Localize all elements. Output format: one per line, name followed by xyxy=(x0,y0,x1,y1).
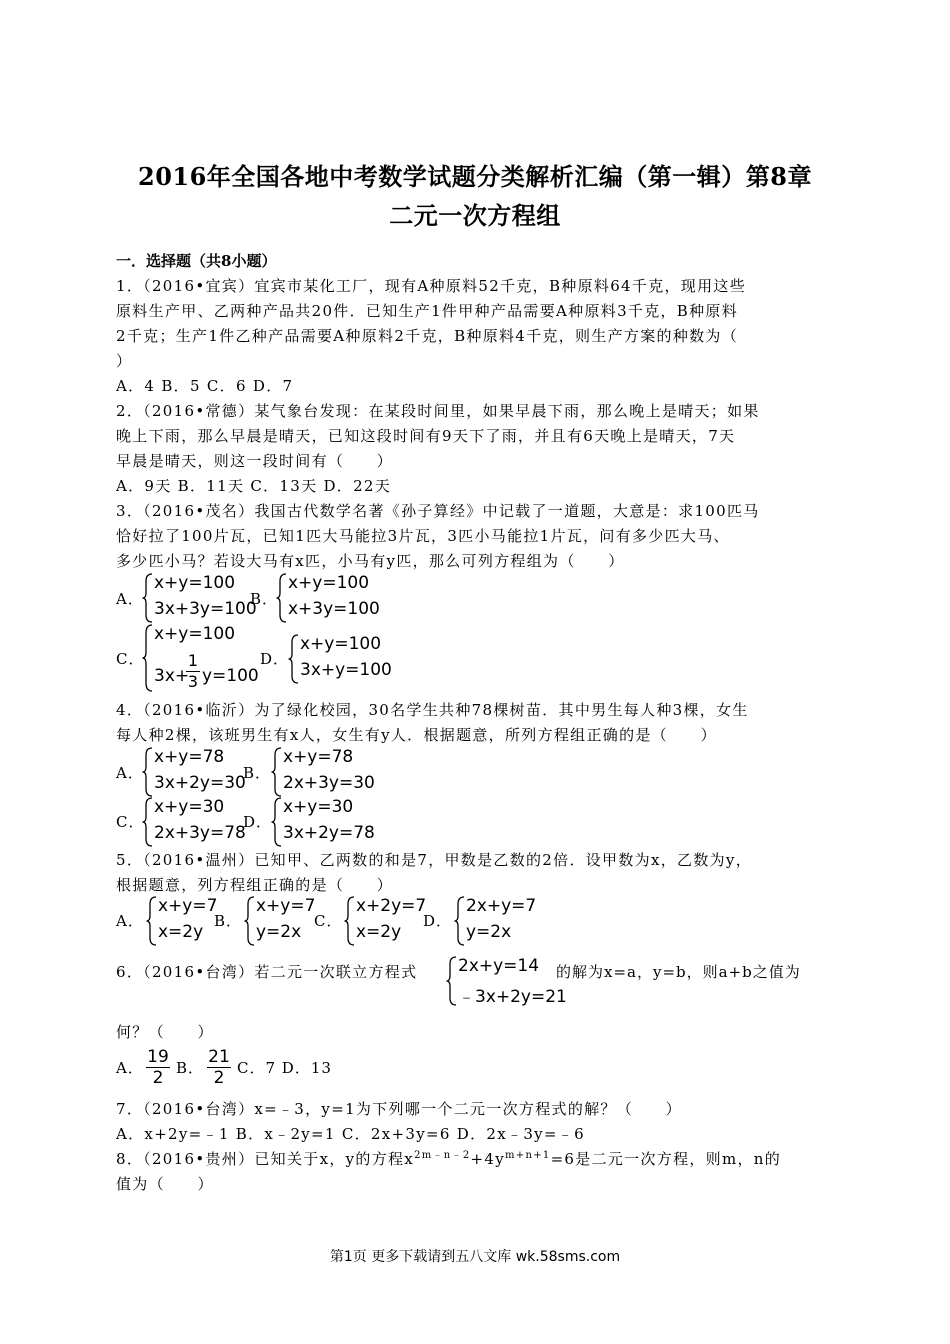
equation: x+y=100 xyxy=(154,624,236,644)
q1-line1: 1．（2016•宜宾）宜宾市某化工厂，现有A种原料52千克，B种原料64千克，现用这些 xyxy=(116,277,746,295)
q1-line2: 原料生产甲、乙两种产品共20件．已知生产1件甲种产品需要A种原料3千克，B种原料 xyxy=(116,302,739,320)
q5-line1: 5．（2016•温州）已知甲、乙两数的和是7，甲数是乙数的2倍．设甲数为x，乙数为y， xyxy=(116,851,752,869)
equation: 2x+3y=78 xyxy=(154,823,246,843)
q4-option-a-label: A． xyxy=(116,764,144,782)
equation: x+2y=7 xyxy=(356,896,427,916)
brace-icon xyxy=(271,747,283,797)
q5-line2: 根据题意，列方程组正确的是（ ） xyxy=(116,876,394,894)
page-footer: 第1页 更多下载请到五八文库 wk.58sms.com xyxy=(329,1249,621,1265)
equation: y=2x xyxy=(256,922,302,942)
q1-options: A．4 B．5 C．6 D．7 xyxy=(116,377,294,395)
brace-icon xyxy=(142,624,154,692)
q5-option-a-label: A． xyxy=(116,912,144,930)
brace-icon xyxy=(288,634,300,684)
q8-exponent-2: m+n+1 xyxy=(505,1150,551,1161)
q3-option-a-label: A． xyxy=(116,590,144,608)
q2-line2: 晚上下雨，那么早晨是晴天，已知这段时间有9天下了雨，并且有6天晚上是晴天，7天 xyxy=(116,427,736,445)
q2-line1: 2．（2016•常德）某气象台发现：在某段时间里，如果早晨下雨，那么晚上是晴天；如果 xyxy=(116,402,760,420)
q6-line2: 何？（ ） xyxy=(116,1023,214,1041)
equation: x+y=30 xyxy=(283,797,354,817)
equation: 2x+y=14 xyxy=(458,956,540,976)
fraction-denominator: 2 xyxy=(213,1068,225,1088)
q4-option-c-label: C． xyxy=(116,813,145,831)
brace-icon xyxy=(454,896,466,946)
equation: 3x+3y=100 xyxy=(154,599,257,619)
q4-line2: 每人种2棵，该班男生有x人，女生有y人．根据题意，所列方程组正确的是（ ） xyxy=(116,726,717,744)
q4-option-b-label: B． xyxy=(243,764,272,782)
equation: y=2x xyxy=(466,922,512,942)
equation: x=2y xyxy=(356,922,402,942)
equation: x+y=78 xyxy=(283,747,354,767)
fraction-denominator: 2 xyxy=(152,1068,164,1088)
fraction-numerator: 21 xyxy=(208,1047,230,1067)
q7-options: A．x+2y=﹣1 B．x﹣2y=1 C．2x+3y=6 D．2x﹣3y=﹣6 xyxy=(116,1125,585,1143)
q7-line1: 7．（2016•台湾）x=﹣3，y=1为下列哪一个二元一次方程式的解？（ ） xyxy=(116,1100,682,1118)
equation: ﹣3x+2y=21 xyxy=(458,987,567,1007)
equation: 3x+y=100 xyxy=(300,660,392,680)
q3-line1: 3．（2016•茂名）我国古代数学名著《孙子算经》中记载了一道题，大意是：求100匹马 xyxy=(116,502,760,520)
q6-option-a-fraction xyxy=(146,1048,170,1087)
brace-icon xyxy=(142,797,154,847)
q2-line3: 早晨是晴天，则这一段时间有（ ） xyxy=(116,452,394,470)
q5-option-b-label: B． xyxy=(214,912,243,930)
brace-icon xyxy=(244,896,256,946)
q5-option-c-label: C． xyxy=(314,912,343,930)
q4-option-d-label: D． xyxy=(243,813,273,831)
q6-line1-end: 的解为x=a，y=b，则a+b之值为 xyxy=(556,963,801,981)
brace-icon xyxy=(271,797,283,847)
q8-text-a: 8．（2016•贵州）已知关于x，y的方程x xyxy=(116,1150,415,1168)
equation: 3x+2y=30 xyxy=(154,773,246,793)
section-heading: 一．选择题（共8小题） xyxy=(116,252,277,270)
equation: x+3y=100 xyxy=(288,599,380,619)
equation: x+y=100 xyxy=(288,573,370,593)
equation-part: 3x+ xyxy=(154,666,190,686)
q5-option-d-label: D． xyxy=(423,912,453,930)
q6-option-b-label: B． xyxy=(176,1059,205,1077)
q2-options: A．9天 B．11天 C．13天 D．22天 xyxy=(116,477,392,495)
page-title-line1: 2016年全国各地中考数学试题分类解析汇编（第一辑）第8章 xyxy=(138,162,812,191)
equation: x+y=100 xyxy=(300,634,382,654)
equation: 2x+3y=30 xyxy=(283,773,375,793)
q3-option-b-label: B． xyxy=(250,590,279,608)
fraction-numerator: 1 xyxy=(187,651,199,670)
equation: x+y=30 xyxy=(154,797,225,817)
q6-options-rest: C．7 D．13 xyxy=(237,1059,332,1077)
fraction xyxy=(186,652,200,691)
equation: 2x+y=7 xyxy=(466,896,537,916)
page-title-line2: 二元一次方程组 xyxy=(389,201,561,230)
q3-line2: 恰好拉了100片瓦，已知1匹大马能拉3片瓦，3匹小马能拉1片瓦，问有多少匹大马、 xyxy=(116,527,730,545)
brace-icon xyxy=(344,896,356,946)
brace-icon xyxy=(142,747,154,797)
brace-icon xyxy=(446,956,458,1006)
brace-icon xyxy=(146,896,158,946)
q3-option-d-label: D． xyxy=(260,650,290,668)
q1-line4: ） xyxy=(116,352,133,370)
q8-exponent-1: 2m﹣n﹣2 xyxy=(414,1150,471,1161)
q8-line2: 值为（ ） xyxy=(116,1175,214,1193)
equation-part: y=100 xyxy=(202,666,259,686)
q8-text-b: +4y xyxy=(470,1150,506,1168)
q4-line1: 4．（2016•临沂）为了绿化校园，30名学生共种78棵树苗．其中男生每人种3棵，女生 xyxy=(116,701,749,719)
equation: x+y=7 xyxy=(256,896,316,916)
q6-option-a-label: A． xyxy=(116,1059,144,1077)
q8-text-c: =6是二元一次方程，则m，n的 xyxy=(550,1150,782,1168)
q3-option-c-label: C． xyxy=(116,650,145,668)
q1-line3: 2千克；生产1件乙种产品需要A种原料2千克，B种原料4千克，则生产方案的种数为（ xyxy=(116,327,739,345)
q6-line1-start: 6．（2016•台湾）若二元一次联立方程式 xyxy=(116,963,418,981)
q6-option-b-fraction xyxy=(207,1048,231,1087)
equation: 3x+2y=78 xyxy=(283,823,375,843)
equation: x+y=100 xyxy=(154,573,236,593)
equation: x+y=7 xyxy=(158,896,218,916)
brace-icon xyxy=(142,573,154,623)
q8-line1 xyxy=(116,1149,781,1169)
equation: x=2y xyxy=(158,922,204,942)
fraction-denominator: 3 xyxy=(187,672,199,691)
equation: x+y=78 xyxy=(154,747,225,767)
q3-line3: 多少匹小马？若设大马有x匹，小马有y匹，那么可列方程组为（ ） xyxy=(116,552,625,570)
brace-icon xyxy=(276,573,288,623)
fraction-numerator: 19 xyxy=(147,1047,169,1067)
